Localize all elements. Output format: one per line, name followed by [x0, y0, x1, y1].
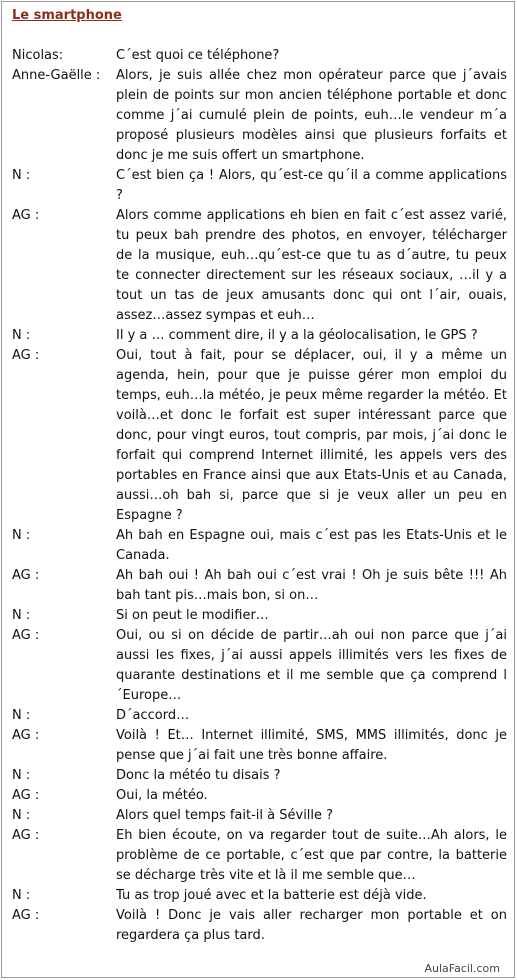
speaker-label: N :: [12, 608, 31, 623]
speaker-label: N :: [12, 168, 31, 183]
speaker-label: N :: [12, 528, 31, 543]
dialogue-line: [12, 606, 507, 626]
dialogue-text: Ah bah oui ! Ah bah oui c´est vrai ! Oh je suis bête !!! Ah bah tant pis…mais bon, si on…: [116, 568, 507, 603]
dialogue-text: Ah bah en Espagne oui, mais c´est pas les Etats-Unis et le Canada.: [116, 528, 507, 563]
page-frame: [1, 1, 515, 978]
dialogue-line: [12, 766, 507, 786]
speaker-label: AG :: [12, 728, 40, 743]
dialogue-line: [12, 326, 507, 346]
dialogue-text: Oui, ou si on décide de partir…ah oui non parce que j´ai aussi les fixes, j´ai aussi appels illimités vers les fixes de quarante destinations et il me semble que ça comprend l´Europe…: [116, 628, 507, 703]
dialogue-text: Il y a … comment dire, il y a la géolocalisation, le GPS ?: [116, 328, 478, 343]
dialogue-line: [12, 726, 507, 766]
speaker-label: N :: [12, 708, 31, 723]
speaker-label: AG :: [12, 788, 40, 803]
dialogue-text: Si on peut le modifier…: [116, 608, 269, 623]
dialogue-text: C´est quoi ce téléphone?: [116, 48, 280, 63]
speaker-label: N :: [12, 808, 31, 823]
dialogue-line: [12, 706, 507, 726]
dialogue-text: Alors comme applications eh bien en fait c´est assez varié, tu peux bah prendre des photos, en envoyer, télécharger de la musique, euh…qu´est-ce que tu as d´autre, tu peux te connecter directement sur les réseaux sociaux, …il y a tout un tas de jeux amusants donc qui ont l´air, ouais, assez…assez sympas et euh…: [116, 208, 507, 323]
speaker-label: AG :: [12, 628, 40, 643]
dialogue-line: [12, 626, 507, 706]
site-watermark: AulaFacil.com: [424, 962, 500, 975]
dialogue-line: [12, 346, 507, 526]
speaker-label: AG :: [12, 828, 40, 843]
speaker-label: N :: [12, 888, 31, 903]
speaker-label: AG :: [12, 908, 40, 923]
dialogue-line: [12, 206, 507, 326]
dialogue-text: Eh bien écoute, on va regarder tout de suite…Ah alors, le problème de ce portable, c´est que par contre, la batterie se décharge très vite et là il me semble que…: [116, 828, 507, 883]
dialogue-text: Tu as trop joué avec et la batterie est déjà vide.: [116, 888, 427, 903]
dialogue-text: Oui, tout à fait, pour se déplacer, oui, il y a même un agenda, hein, pour que je puisse gérer mon emploi du temps, euh…la météo, je peux même regarder la météo. Et voilà…et donc le forfait est super intéressant parce que donc, pour vingt euros, tout compris, par mois, j´ai donc le forfait qui comprend Internet illimité, les appels vers des portables en France ainsi que aux Etats-Unis et au Canada, aussi…oh bah si, parce que si je veux aller un peu en Espagne ?: [116, 348, 507, 523]
dialogue-text: Alors quel temps fait-il à Séville ?: [116, 808, 334, 823]
dialogue-line: [12, 166, 507, 206]
speaker-label: Nicolas:: [12, 48, 64, 63]
page-title: Le smartphone: [12, 8, 122, 23]
dialogue-line: [12, 906, 507, 946]
dialogue-text: D´accord…: [116, 708, 190, 723]
dialogue-line: [12, 826, 507, 886]
dialogue-text: Alors, je suis allée chez mon opérateur parce que j´avais plein de points sur mon ancien téléphone portable et donc comme j´ai cumulé plein de points, euh…le vendeur m´a proposé plusieurs modèles ainsi que plusieurs forfaits et donc je me suis offert un smartphone.: [116, 68, 507, 163]
dialogue-line: [12, 786, 507, 806]
dialogue-line: [12, 526, 507, 566]
dialogue-text: Oui, la météo.: [116, 788, 208, 803]
dialogue-list: [12, 46, 507, 946]
speaker-label: AG :: [12, 208, 40, 223]
dialogue-text: Donc la météo tu disais ?: [116, 768, 281, 783]
dialogue-text: Voilà ! Et… Internet illimité, SMS, MMS illimités, donc je pense que j´ai fait une très bonne affaire.: [116, 728, 507, 763]
speaker-label: AG :: [12, 348, 40, 363]
speaker-label: N :: [12, 328, 31, 343]
speaker-label: Anne-Gaëlle :: [12, 68, 101, 83]
speaker-label: AG :: [12, 568, 40, 583]
dialogue-text: C´est bien ça ! Alors, qu´est-ce qu´il a comme applications ?: [116, 168, 507, 203]
dialogue-line: [12, 46, 507, 66]
speaker-label: N :: [12, 768, 31, 783]
dialogue-line: [12, 66, 507, 166]
dialogue-line: [12, 566, 507, 606]
dialogue-line: [12, 886, 507, 906]
dialogue-line: [12, 806, 507, 826]
dialogue-text: Voilà ! Donc je vais aller recharger mon portable et on regardera ça plus tard.: [116, 908, 507, 943]
